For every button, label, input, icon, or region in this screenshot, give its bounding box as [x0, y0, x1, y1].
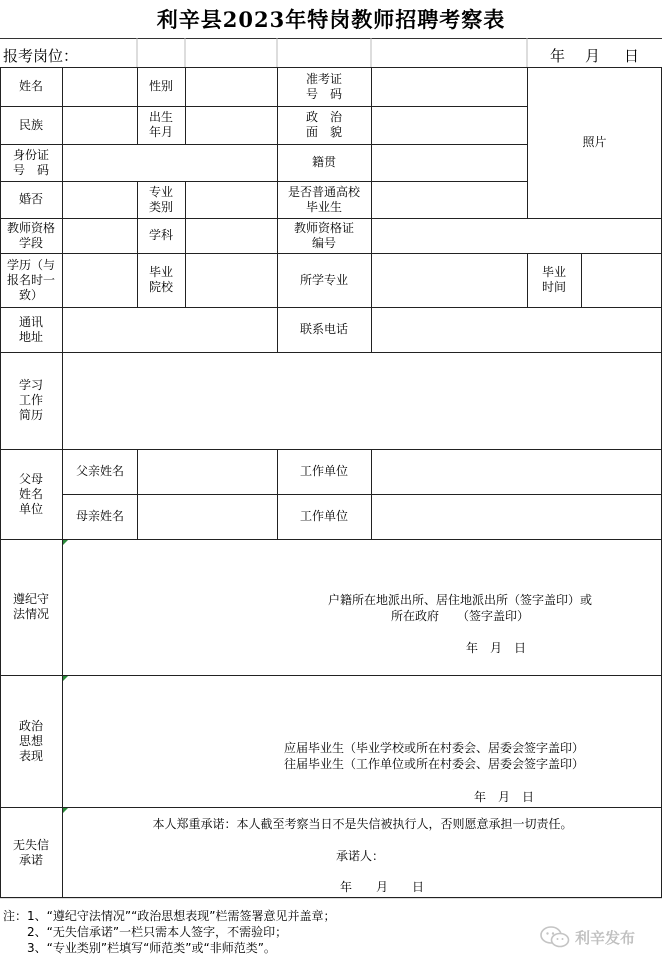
major-type-field[interactable]	[186, 181, 277, 218]
exam-no-field[interactable]	[372, 67, 527, 106]
ideology-date: 年 月 日	[474, 790, 535, 804]
header-month: 月	[585, 47, 601, 65]
label-mother-name: 母亲姓名	[75, 509, 124, 523]
label-major-type: 专业 类别	[148, 184, 173, 214]
label-phone: 联系电话	[299, 322, 348, 336]
political-field[interactable]	[372, 106, 527, 144]
label-integrity: 无失信 承诺	[12, 837, 49, 867]
footnotes	[3, 908, 336, 956]
note-2: 2、“无失信承诺”一栏只需本人签字，不需验印；	[3, 925, 288, 939]
father-work-unit-field[interactable]	[372, 449, 662, 494]
promiser-label: 承诺人：	[336, 849, 385, 863]
label-cert-no: 教师资格证 编号	[293, 220, 354, 250]
birth-field[interactable]	[186, 106, 277, 144]
label-major: 所学专业	[299, 272, 348, 287]
mother-name-field[interactable]	[138, 494, 277, 539]
label-birth: 出生 年月	[148, 110, 173, 139]
label-id-no: 身份证 号 码	[12, 147, 49, 177]
label-mother-work-unit: 工作单位	[299, 509, 348, 523]
label-father-name: 父亲姓名	[75, 464, 124, 478]
subject-field[interactable]	[186, 218, 277, 253]
grad-time-field[interactable]	[582, 253, 662, 307]
label-education: 学历（与 报名时一 致）	[6, 257, 55, 302]
name-field[interactable]	[63, 67, 137, 106]
resume-field[interactable]	[63, 352, 662, 449]
header-year: 年	[550, 47, 566, 65]
cert-no-field[interactable]	[372, 218, 662, 253]
school-field[interactable]	[186, 253, 277, 307]
cert-stage-field[interactable]	[63, 218, 137, 253]
watermark	[540, 926, 635, 948]
label-political: 政 治 面 貌	[305, 110, 342, 139]
label-ideology: 政治 思想 表现	[18, 718, 43, 763]
education-field[interactable]	[63, 253, 137, 307]
page-title: 利辛县2023年特岗教师招聘考察表	[156, 7, 506, 32]
label-cert-stage: 教师资格 学段	[6, 220, 55, 250]
label-resume: 学习 工作 简历	[18, 378, 43, 422]
label-law: 遵纪守 法情况	[12, 592, 49, 621]
watermark-text: 利辛发布	[575, 928, 636, 947]
photo-box: 照片	[582, 135, 607, 149]
ethnicity-field[interactable]	[63, 106, 137, 144]
id-no-field[interactable]	[63, 144, 277, 181]
mother-work-unit-field[interactable]	[372, 494, 662, 539]
header-day: 日	[624, 47, 640, 65]
address-field[interactable]	[63, 307, 277, 352]
label-is-graduate: 是否普通高校 毕业生	[287, 184, 360, 214]
label-father-work-unit: 工作单位	[299, 464, 348, 478]
law-date: 年 月 日	[466, 641, 527, 655]
label-exam-no: 准考证 号 码	[305, 71, 342, 101]
ideology-sign-text: 应届毕业生（毕业学校或所在村委会、居委会签字盖印） 往届毕业生（工作单位或所在村委会、居委会签字盖印）	[284, 741, 585, 771]
label-school: 毕业 院校	[148, 265, 173, 294]
label-native-place: 籍贯	[311, 155, 336, 169]
note-1: 注：1、“遵纪守法情况”“政治思想表现”栏需签署意见并盖章；	[3, 909, 336, 923]
is-graduate-field[interactable]	[372, 181, 527, 218]
cell-comment-marker	[63, 676, 68, 681]
marital-field[interactable]	[63, 181, 137, 218]
post-label: 报考岗位：	[3, 47, 79, 65]
father-name-field[interactable]	[138, 449, 277, 494]
law-sign-text: 户籍所在地派出所、居住地派出所（签字盖印）或 所在政府 （签字盖印）	[327, 593, 592, 623]
cell-comment-marker	[63, 540, 68, 545]
label-ethnicity: 民族	[18, 117, 43, 132]
label-address: 通讯 地址	[18, 314, 43, 344]
phone-field[interactable]	[372, 307, 662, 352]
gender-field[interactable]	[186, 67, 277, 106]
label-subject: 学科	[148, 228, 173, 242]
major-field[interactable]	[372, 253, 527, 307]
label-gender: 性别	[148, 79, 173, 93]
label-marital: 婚否	[18, 192, 43, 206]
cell-comment-marker	[63, 808, 68, 813]
wechat-icon	[540, 926, 570, 948]
integrity-statement: 本人郑重承诺：本人截至考察当日不是失信被执行人，否则愿意承担一切责任。	[152, 817, 573, 831]
label-name: 姓名	[18, 79, 43, 93]
label-parents: 父母 姓名 单位	[18, 471, 43, 516]
integrity-date: 年 月 日	[340, 880, 425, 894]
native-place-field[interactable]	[372, 144, 527, 181]
label-grad-time: 毕业 时间	[541, 265, 566, 294]
note-3: 3、“专业类别”栏填写“师范类”或“非师范类”。	[3, 941, 276, 955]
